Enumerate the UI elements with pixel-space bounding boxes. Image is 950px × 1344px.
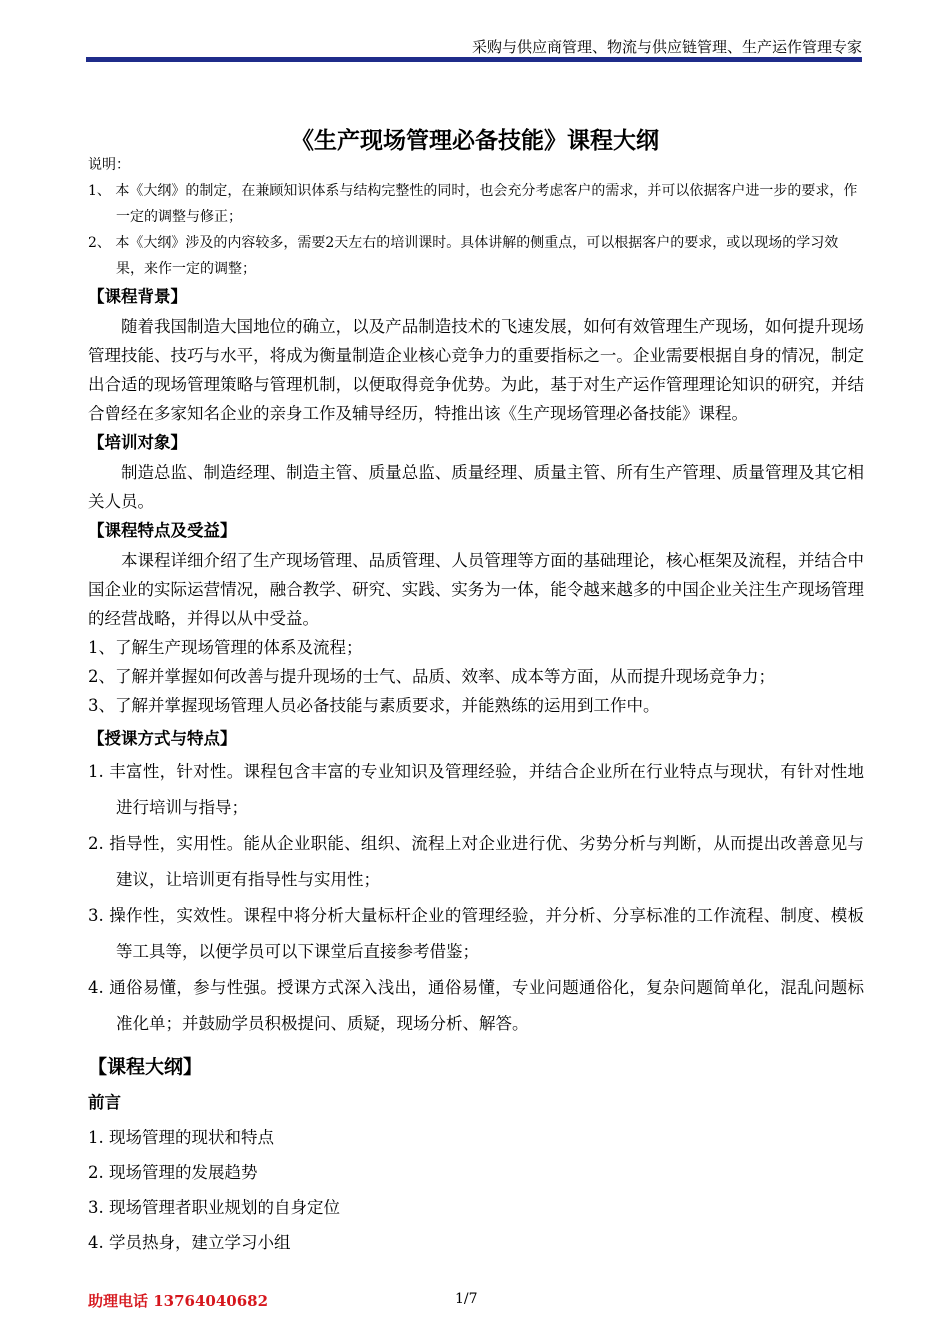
outline-preface-heading: 前言 [88,1093,121,1112]
teaching-item: 1. 丰富性，针对性。课程包含丰富的专业知识及管理经验，并结合企业所在行业特点与现状，有针对性地进行培训与指导； [88,762,864,817]
section-heading-teaching: 【授课方式与特点】 [88,729,237,748]
outline-item: 4. 学员热身，建立学习小组 [88,1233,291,1252]
section-heading-features: 【课程特点及受益】 [88,521,237,540]
page-header-text: 采购与供应商管理、物流与供应链管理、生产运作管理专家 [471,38,862,56]
background-paragraph: 随着我国制造大国地位的确立，以及产品制造技术的飞速发展，如何有效管理生产现场，如何提升现场管理技能、技巧与水平，将成为衡量制造企业核心竞争力的重要指标之一。企业需要根据自身的情况，制定出合适的现场管理策略与管理机制，以便取得竞争优势。为此，基于对生产运作管理理论知识的研究，并结合曾经在多家知名企业的亲身工作及辅导经历，特推出该《生产现场管理必备技能》课程。 [88,317,864,423]
notes-label: 说明： [88,157,130,173]
outline-item: 1. 现场管理的现状和特点 [88,1128,274,1147]
outline-item: 2. 现场管理的发展趋势 [88,1163,258,1182]
feature-benefit-item: 1、了解生产现场管理的体系及流程； [88,638,363,657]
section-heading-audience: 【培训对象】 [88,433,187,452]
page-number: 1/7 [455,1291,478,1307]
outline-item: 3. 现场管理者职业规划的自身定位 [88,1198,340,1217]
audience-paragraph: 制造总监、制造经理、制造主管、质量总监、质量经理、质量主管、所有生产管理、质量管理及其它相关人员。 [88,463,864,511]
teaching-item: 4. 通俗易懂，参与性强。授课方式深入浅出，通俗易懂，专业问题通俗化，复杂问题简单化，混乱问题标准化单；并鼓励学员积极提问、质疑，现场分析、解答。 [88,978,864,1033]
note-item: 2、 本《大纲》涉及的内容较多，需要2天左右的培训课时。具体讲解的侧重点，可以根据客户的要求，或以现场的学习效果，来作一定的调整； [88,235,839,277]
section-heading-background: 【课程背景】 [88,287,187,306]
feature-benefit-item: 2、了解并掌握如何改善与提升现场的士气、品质、效率、成本等方面，从而提升现场竞争力； [88,667,775,686]
assistant-phone: 助理电话 13764040682 [88,1292,269,1310]
teaching-item: 3. 操作性，实效性。课程中将分析大量标杆企业的管理经验，并分析、分享标准的工作流程、制度、模板等工具等，以便学员可以下课堂后直接参考借鉴； [88,906,864,961]
features-paragraph: 本课程详细介绍了生产现场管理、品质管理、人员管理等方面的基础理论，核心框架及流程，并结合中国企业的实际运营情况，融合教学、研究、实践、实务为一体，能令越来越多的中国企业关注生产现场管理的经营战略，并得以从中受益。 [88,551,864,628]
section-heading-outline: 【课程大纲】 [88,1056,203,1078]
document-title: 《生产现场管理必备技能》课程大纲 [291,128,659,154]
feature-benefit-item: 3、了解并掌握现场管理人员必备技能与素质要求，并能熟练的运用到工作中。 [88,696,660,715]
header-rule [86,57,862,62]
document-body [88,152,864,1260]
teaching-item: 2. 指导性，实用性。能从企业职能、组织、流程上对企业进行优、劣势分析与判断，从而提出改善意见与建议，让培训更有指导性与实用性； [88,834,864,889]
note-item: 1、 本《大纲》的制定，在兼顾知识体系与结构完整性的同时，也会充分考虑客户的需求，并可以依据客户进一步的要求，作一定的调整与修正； [88,183,858,225]
